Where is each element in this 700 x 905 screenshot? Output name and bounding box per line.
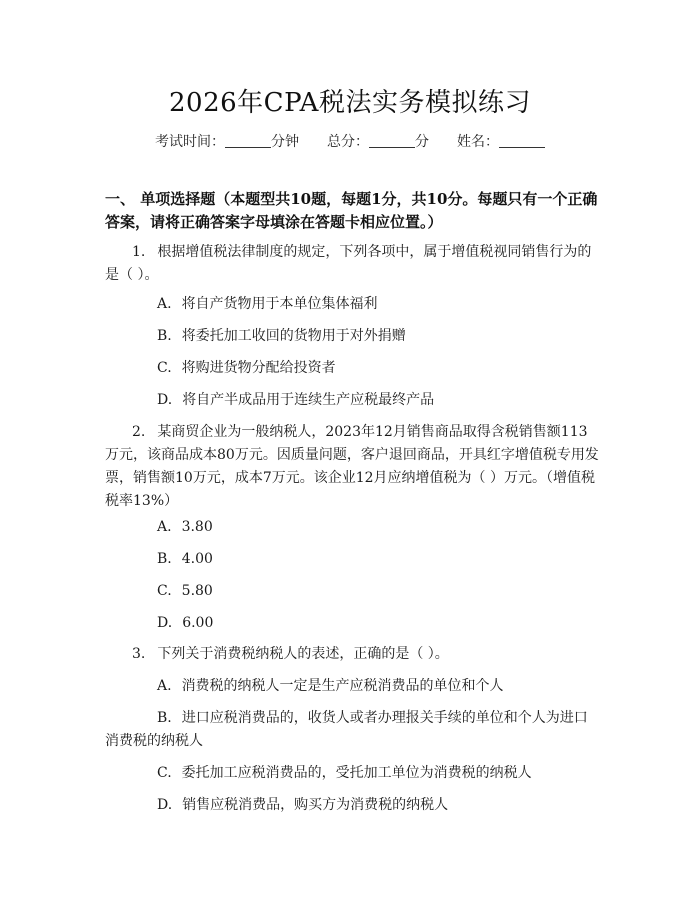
option-text: 将委托加工收回的货物用于对外捐赠: [181, 328, 406, 344]
option-letter: D.: [157, 615, 173, 631]
option-letter: B.: [157, 328, 172, 344]
q1-option-d: [157, 389, 600, 412]
option-letter: D.: [157, 797, 173, 813]
option-letter: C.: [157, 360, 172, 376]
option-letter: A.: [157, 678, 172, 694]
q3-option-a: [157, 675, 600, 698]
question-number: 3.: [132, 646, 146, 662]
question-2: [105, 421, 600, 513]
time-label: 考试时间：: [155, 134, 225, 150]
time-blank: [225, 133, 271, 148]
q1-option-b: [157, 325, 600, 348]
q1-option-a: [157, 293, 600, 316]
score-label: 总分：: [327, 134, 369, 150]
option-text: 销售应税消费品，购买方为消费税的纳税人: [182, 797, 449, 813]
option-text: 将自产半成品用于连续生产应税最终产品: [182, 392, 435, 408]
option-text: 进口应税消费品的，收货人或者办理报关手续的单位和个人为进口消费税的纳税人: [105, 710, 588, 749]
q2-option-d: [157, 612, 600, 635]
option-text: 委托加工应税消费品的，受托加工单位为消费税的纳税人: [181, 765, 532, 781]
question-text: 下列关于消费税纳税人的表述，正确的是（ ）。: [157, 646, 449, 662]
name-blank: [499, 133, 545, 148]
option-letter: C.: [157, 765, 172, 781]
option-text: 将购进货物分配给投资者: [181, 360, 336, 376]
option-text: 3.80: [181, 519, 213, 535]
q3-option-c: [157, 762, 600, 785]
question-number: 2.: [132, 424, 146, 440]
option-letter: C.: [157, 583, 172, 599]
question-text: 某商贸企业为一般纳税人，2023年12月销售商品取得含税销售额113万元，该商品成本80万元。因质量问题，客户退回商品，开具红字增值税专用发票，销售额10万元，成本7万元。该企业12月应纳增值税为（ ）万元。（增值税税率13%）: [105, 424, 599, 509]
option-letter: A.: [157, 296, 172, 312]
q3-option-d: [157, 794, 600, 817]
exam-meta-line: [0, 131, 700, 151]
q1-option-c: [157, 357, 600, 380]
document-title: 2026年CPA税法实务模拟练习: [169, 88, 531, 118]
option-letter: D.: [157, 392, 173, 408]
score-unit: 分: [415, 134, 429, 150]
q2-option-b: [157, 548, 600, 571]
option-letter: B.: [157, 551, 172, 567]
option-text: 4.00: [181, 551, 213, 567]
time-unit: 分钟: [271, 134, 299, 150]
question-1: [105, 241, 600, 287]
option-letter: A.: [157, 519, 172, 535]
score-blank: [369, 133, 415, 148]
q3-option-b: [105, 707, 600, 753]
section-heading: 一、 单项选择题（本题型共10题，每题1分，共10分。每题只有一个正确答案，请将正确答案字母填涂在答题卡相应位置。）: [105, 190, 598, 231]
question-text: 根据增值税法律制度的规定，下列各项中，属于增值税视同销售行为的是（ ）。: [105, 244, 592, 283]
option-letter: B.: [157, 710, 172, 726]
question-number: 1.: [132, 244, 146, 260]
q2-option-a: [157, 516, 600, 539]
option-text: 5.80: [181, 583, 213, 599]
question-3: [105, 643, 600, 666]
option-text: 6.00: [182, 615, 214, 631]
option-text: 将自产货物用于本单位集体福利: [181, 296, 378, 312]
q2-option-c: [157, 580, 600, 603]
option-text: 消费税的纳税人一定是生产应税消费品的单位和个人: [181, 678, 504, 694]
name-label: 姓名：: [457, 134, 499, 150]
